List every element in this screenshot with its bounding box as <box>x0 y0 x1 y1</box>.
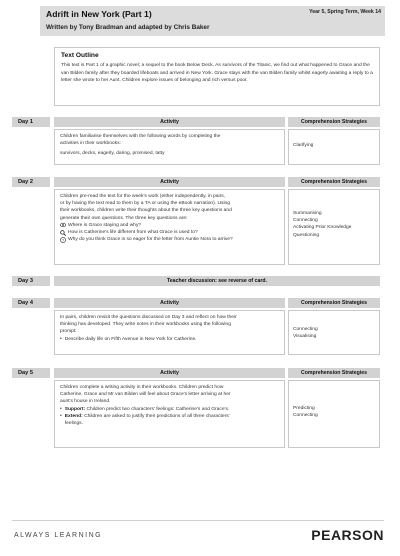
day1-strategies-cell <box>288 129 380 165</box>
day5-activity-header: Activity <box>54 368 285 378</box>
support-text: Children predict two characters' feelings: Catherine's and Grace's. <box>86 406 230 412</box>
text-outline-box <box>54 47 380 106</box>
strategy-item: Connecting <box>293 218 318 224</box>
strategy-item: Questioning <box>293 232 320 238</box>
extend-text: Children are asked to justify their predictions of all three characters' <box>84 413 230 419</box>
day1-panel <box>54 117 380 167</box>
day1-line: activities in their workbooks: <box>60 141 121 147</box>
day4-label: Day 4 <box>12 298 50 308</box>
day5-extend <box>60 413 279 427</box>
strategy-item: Clarifying <box>293 143 314 148</box>
eye-icon <box>60 222 66 228</box>
day2-line: or by having the text read to them by a TA or using the eBook narration). Using <box>60 201 230 207</box>
extend-label: Extend: <box>64 413 83 419</box>
day5-strategies-header: Comprehension Strategies <box>288 368 380 378</box>
strategy-item: Activating Prior Knowledge <box>293 225 352 231</box>
outline-text: This text is Part 1 of a graphic novel; a sequel to the book Below Deck. As survivors of the Titanic, we find out what happened to Grace and the van Bilden family after they boarded lifeboats and arrived in New York. Grace stays with the van Bilden family whilst eagerly awaiting a reply to a letter she wrote to her Aunt. Children explore issues of belonging and rich versus poor. <box>61 63 373 83</box>
day2-strategies-header: Comprehension Strategies <box>288 177 380 187</box>
page-title: Adrift in New York (Part 1) <box>46 9 152 19</box>
day4-line: thinking has developed. They write notes in their workbooks using the following <box>60 322 231 328</box>
bullet-text: Describe daily life on Fifth Avenue in New York for Catherine. <box>64 336 197 342</box>
question-3 <box>60 236 279 243</box>
bullet-dot: • <box>60 335 62 342</box>
day4-strategies-header: Comprehension Strategies <box>288 298 380 308</box>
question-text: How is Catherine's life different from what Grace is used to? <box>68 230 198 236</box>
day5-line: Children complete a writing activity in their workbooks. Children predict how <box>60 385 224 390</box>
day4-line: In pairs, children revisit the questions discussed on Day 3 and reflect on how their <box>60 315 237 320</box>
day5-support <box>60 406 279 413</box>
bullet-dot: • <box>60 405 62 412</box>
magnifier-icon <box>60 230 66 236</box>
footer-divider <box>12 520 384 521</box>
day1-words: survivors, decks, eagerly, daring, promised, tatty <box>60 151 165 157</box>
strategy-item: Visualising <box>293 334 317 340</box>
day4-strategies-cell <box>288 310 380 355</box>
day2-activity-cell <box>54 189 285 265</box>
page-subtitle: Written by Tony Bradman and adapted by Chris Baker <box>46 24 210 31</box>
day3-note: Teacher discussion: see reverse of card. <box>54 276 380 286</box>
day1-activity-cell <box>54 129 285 165</box>
day5-line: aunt's house in Ireland. <box>60 399 111 405</box>
day5-activity-cell <box>54 380 285 448</box>
support-label: Support: <box>64 406 86 412</box>
strategy-item: Connecting <box>293 327 318 332</box>
day5-line: Catherine, Grace and Mr van Bilden will feel about Grace's letter arriving at her <box>60 392 231 398</box>
day2-activity-header: Activity <box>54 177 285 187</box>
term-label: Year 5, Spring Term, Week 14 <box>309 9 381 15</box>
bullet-dot: • <box>60 412 62 419</box>
day1-activity-header: Activity <box>54 117 285 127</box>
day2-label: Day 2 <box>12 177 50 187</box>
extend-text: feelings. <box>64 421 83 427</box>
question-1 <box>60 222 279 229</box>
outline-heading: Text Outline <box>61 52 99 59</box>
day5-strategies-cell <box>288 380 380 448</box>
day4-bullet <box>60 336 279 343</box>
question-2 <box>60 229 279 236</box>
day1-label: Day 1 <box>12 117 50 127</box>
question-mark-icon <box>60 237 66 243</box>
header-bar <box>40 6 385 36</box>
day4-line: prompt: <box>60 329 77 335</box>
day4-panel <box>54 298 380 356</box>
footer-tagline: ALWAYS LEARNING <box>14 532 103 539</box>
day4-activity-cell <box>54 310 285 355</box>
day2-panel <box>54 177 380 265</box>
strategy-item: Predicting <box>293 406 315 411</box>
day2-strategies-cell <box>288 189 380 265</box>
strategy-item: Summarising <box>293 211 322 216</box>
question-text: Where is Grace staying and why? <box>68 222 142 228</box>
svg-text:?: ? <box>61 237 65 243</box>
day1-strategies-header: Comprehension Strategies <box>288 117 380 127</box>
day5-label: Day 5 <box>12 368 50 378</box>
day5-panel <box>54 368 380 448</box>
day2-line: Children pre-read the text for the week's work (either independently, in pairs, <box>60 194 226 199</box>
day2-line: their workbooks, children write their thoughts about the three key questions and <box>60 208 232 214</box>
pearson-logo: PEARSON <box>311 527 384 543</box>
question-text: Why do you think Grace is so eager for the letter from Auntie Nora to arrive? <box>68 237 233 243</box>
day3-label: Day 3 <box>12 276 50 286</box>
day4-activity-header: Activity <box>54 298 285 308</box>
strategy-item: Connecting <box>293 413 318 419</box>
day2-line: generate their own questions. The three key questions are: <box>60 215 188 221</box>
day1-line: Children familiarise themselves with the following words by completing the <box>60 134 221 139</box>
